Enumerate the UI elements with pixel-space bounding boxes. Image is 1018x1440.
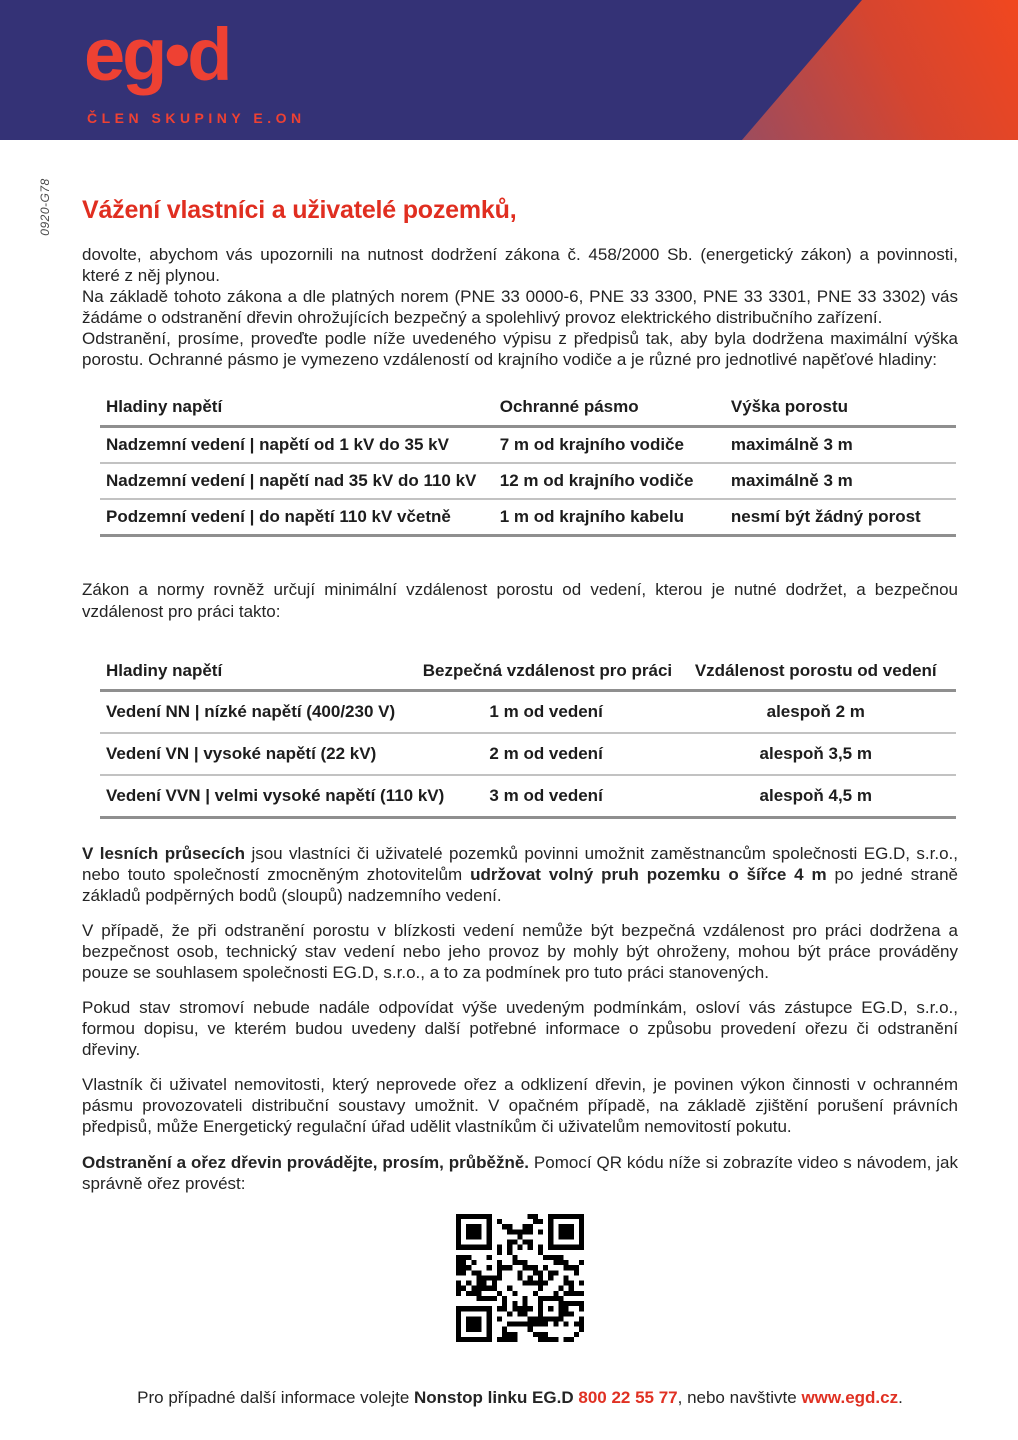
- table-cell: 3 m od vedení: [489, 785, 603, 805]
- table-row: [100, 734, 956, 776]
- table-row: [100, 692, 956, 734]
- brand-header: [0, 0, 1018, 140]
- table-row: [100, 464, 956, 500]
- forest-bold-width: udržovat volný pruh pozemku o šířce 4 m: [470, 864, 827, 884]
- page-title: Vážení vlastníci a uživatelé pozemků,: [82, 196, 517, 224]
- table-row: [100, 776, 956, 819]
- qr-code-container: [82, 1214, 958, 1342]
- intro-paragraph-3: Odstranění, prosíme, proveďte podle níže uvedeného výpisu z předpisů tak, aby byla dodržena maximální výška porostu. Ochranné pásmo je vymezeno vzdáleností od krajního vodiče a je různé pro jednotlivé napěťové hladiny:: [82, 329, 958, 370]
- table-header-cell: Bezpečná vzdálenost pro práci: [422, 660, 673, 680]
- table-cell: alespoň 2 m: [766, 701, 865, 721]
- table-cell: 12 m od krajního vodiče: [499, 471, 694, 491]
- footer-text-2: , nebo navštivte: [677, 1387, 802, 1407]
- qr-instruction-text: Pomocí QR kódu níže si zobrazíte video s návodem, jak správně ořez provést:: [82, 1152, 958, 1193]
- table-cell: 2 m od vedení: [489, 743, 603, 763]
- footer-text-1: Pro případné další informace volejte: [137, 1387, 415, 1407]
- footer-contact-line: [82, 1388, 958, 1408]
- table-header-row: [100, 656, 956, 692]
- qr-instruction-paragraph: [82, 1152, 958, 1194]
- safe-distance-table: [100, 656, 956, 819]
- table-cell: 7 m od krajního vodiče: [499, 435, 684, 455]
- table-cell: 1 m od krajního kabelu: [499, 507, 684, 527]
- intro-block: [82, 244, 958, 370]
- forest-clearings-paragraph: [82, 843, 958, 906]
- table-header-cell: Hladiny napětí: [106, 660, 223, 680]
- egd-logo: eg•d: [84, 13, 230, 96]
- qr-instruction-bold: Odstranění a ořez dřevin provádějte, prosím, průběžně.: [82, 1152, 530, 1172]
- table-cell: Vedení NN | nízké napětí (400/230 V): [106, 701, 396, 721]
- table-cell: Vedení VVN | velmi vysoké napětí (110 kV): [106, 785, 445, 805]
- table-cell: Vedení VN | vysoké napětí (22 kV): [106, 743, 377, 763]
- forest-bold-lead: V lesních průsecích: [82, 843, 246, 863]
- footer-nonstop-line-label: Nonstop linku EG.D: [414, 1387, 579, 1407]
- forest-text-2: po jedné straně základů podpěrných bodů (sloupů) nadzemního vedení.: [82, 864, 958, 905]
- table-header-row: [100, 392, 956, 428]
- table-row: [100, 500, 956, 537]
- table-cell: 1 m od vedení: [489, 701, 603, 721]
- print-code: 0920-G78: [38, 178, 52, 236]
- safety-consent-paragraph: V případě, že při odstranění porostu v blízkosti vedení nemůže být bezpečná vzdálenost pro práci dodržena a bezpečnost osob, technický stav vedení nebo jeho provoz by mohly být ohroženy, mohou být práce prováděny pouze se souhlasem společnosti EG.D, s.r.o., a to za podmínek pro tuto práci stanovených.: [82, 920, 958, 983]
- egd-tagline: ČLEN SKUPINY E.ON: [87, 110, 306, 126]
- table-cell: maximálně 3 m: [730, 471, 853, 491]
- table-cell: Nadzemní vedení | napětí od 1 kV do 35 kV: [106, 435, 449, 455]
- qr-code: [456, 1214, 584, 1342]
- intro-paragraph-2: Na základě tohoto zákona a dle platných norem (PNE 33 0000-6, PNE 33 3300, PNE 33 3301, PNE 33 3302) vás žádáme o odstranění dřevin ohrožujících bezpečný a spolehlivý provoz elektrického distribučního zařízení.: [82, 287, 958, 328]
- table-cell: maximálně 3 m: [730, 435, 853, 455]
- footer-text-3: .: [898, 1387, 903, 1407]
- footer-phone-number: 800 22 55 77: [578, 1387, 678, 1407]
- table-cell: Nadzemní vedení | napětí nad 35 kV do 110 kV: [106, 471, 477, 491]
- intro-paragraph-1: dovolte, abychom vás upozornili na nutnost dodržení zákona č. 458/2000 Sb. (energetický zákon) a povinnosti, které z něj plynou.: [82, 245, 958, 286]
- table-row: [100, 428, 956, 464]
- table-cell: Podzemní vedení | do napětí 110 kV včetně: [106, 507, 451, 527]
- protection-zone-table: [100, 392, 956, 537]
- table-header-cell: Ochranné pásmo: [499, 397, 639, 417]
- letter-body: [0, 196, 1018, 1408]
- table-cell: alespoň 4,5 m: [759, 785, 872, 805]
- notification-letter-paragraph: Pokud stav stromoví nebude nadále odpovídat výše uvedeným podmínkám, osloví vás zástupce EG.D, s.r.o., formou dopisu, ve kterém budou uvedeny další potřebné informace o způsobu provedení ořezu či odstranění dřeviny.: [82, 998, 958, 1060]
- table-cell: alespoň 3,5 m: [759, 743, 872, 763]
- table-header-cell: Hladiny napětí: [106, 397, 223, 417]
- footer-website-link: www.egd.cz: [801, 1387, 899, 1407]
- owner-obligation-paragraph: Vlastník či uživatel nemovitosti, který neprovede ořez a odklizení dřevin, je povinen výkon činnosti v ochranném pásmu provozovateli distribuční soustavy umožnit. V opačném případě, na základě zjištění porušení právních předpisů, může Energetický regulační úřad udělit vlastníkům či uživatelům nemovitostí pokutu.: [82, 1075, 958, 1137]
- table-cell: nesmí být žádný porost: [730, 507, 921, 527]
- forest-text-1: jsou vlastníci či uživatelé pozemků povinni umožnit zaměstnancům společnosti EG.D, s.r.o., nebo touto společností zmocněným zhotovitelům: [82, 843, 958, 884]
- table-header-cell: Vzdálenost porostu od vedení: [694, 660, 937, 680]
- between-tables-paragraph: Zákon a normy rovněž určují minimální vzdálenost porostu od vedení, kterou je nutné dodržet, a bezpečnou vzdálenost pro práci takto:: [82, 580, 958, 621]
- table-header-cell: Výška porostu: [730, 397, 849, 417]
